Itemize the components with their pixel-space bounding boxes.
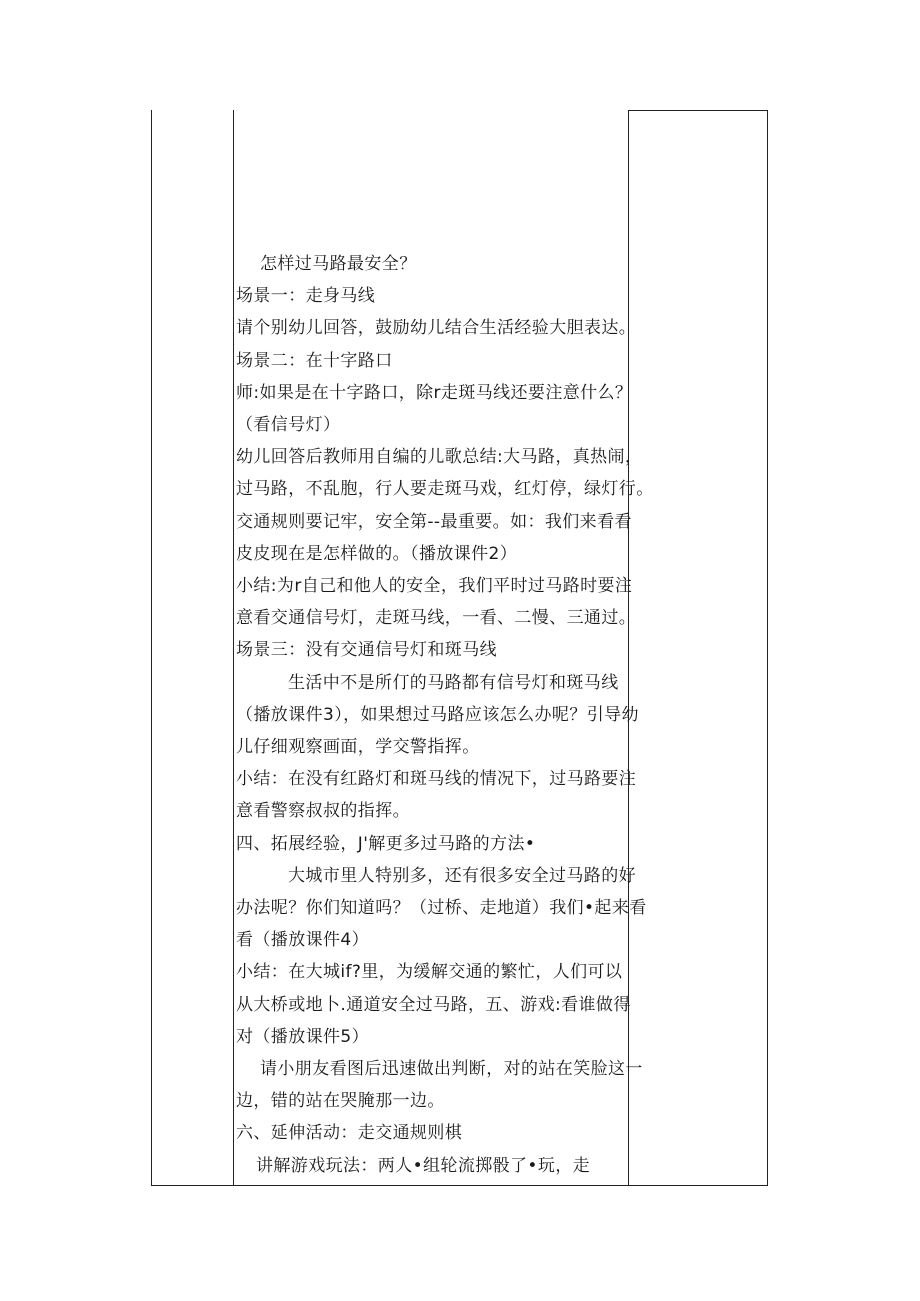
text-line: 小结：在大城if?里，为缓解交通的繁忙，人们可以	[236, 962, 623, 983]
text-line: 从大桥或地卜.通道安全过马路，五、游戏:看谁做得	[236, 994, 631, 1015]
text-line: 场景三：没有交通信号灯和斑马线	[236, 640, 497, 661]
text-line: 边，错的站在哭腌那一边。	[236, 1091, 445, 1112]
text-line: 小结：在没有红路灯和斑马线的情况下，过马路要注	[236, 769, 637, 790]
table-border-right	[767, 110, 768, 1186]
text-line: 幼儿回答后教师用自编的儿歌总结:大马路，真热闹，	[236, 447, 643, 468]
text-line: （播放课件3），如果想过马路应该怎么办呢？引导幼	[236, 704, 639, 725]
table-column-divider-2	[628, 110, 629, 1186]
text-line: 请个别幼儿回答，鼓励幼儿结合生活经验大胆表达。	[236, 318, 637, 339]
text-line: 六、延伸活动：走交通规则棋	[236, 1123, 463, 1144]
table-border-left	[151, 110, 152, 1186]
text-line: 讲解游戏玩法：两人•组轮流掷骰了•玩，走	[256, 1155, 591, 1176]
text-line: 请小朋友看图后迅速做出判断，对的站在笑脸这一	[260, 1059, 643, 1080]
text-line: 儿仔细观察画面，学交警指挥。	[236, 737, 480, 758]
text-line: 怎样过马路最安全？	[260, 254, 417, 274]
text-line: 办法呢？你们知道吗？（过桥、走地道）我们•起来看	[236, 898, 647, 919]
table-bottom-border	[151, 1185, 768, 1186]
table-top-border-right-cell	[628, 110, 768, 111]
text-line: （看信号灯）	[236, 415, 341, 436]
text-line: 看（播放课件4）	[236, 930, 370, 951]
text-line: 对（播放课件5）	[236, 1026, 370, 1047]
text-line: 交通规则要记牢，安全第--最重要。如：我们来看看	[236, 511, 632, 532]
text-line: 场景二：在十字路口	[236, 350, 393, 371]
lesson-text-cell	[236, 248, 654, 1182]
text-line: 场景一：走身马线	[236, 286, 376, 307]
text-line: 师:如果是在十字路口，除r走斑马线还要注意什么？	[236, 382, 633, 403]
text-line: 四、拓展经验，J'解更多过马路的方法•	[236, 833, 536, 854]
text-line: 意看交通信号灯，走斑马线，一看、二慢、三通过。	[236, 608, 637, 629]
text-line: 意看警察叔叔的指挥。	[236, 801, 410, 822]
text-line: 生活中不是所仃的马路都有信号灯和斑马线	[288, 672, 619, 693]
text-line: 皮皮现在是怎样做的。（播放课件2）	[236, 543, 518, 564]
table-column-divider-1	[233, 110, 234, 1186]
text-line: 大城市里人特别多，还有很多安全过马路的好	[288, 865, 636, 886]
text-line: 过马路，不乱胞，行人要走斑马戏，红灯停，绿灯行。	[236, 479, 654, 500]
text-line: 小结:为r自己和他人的安全，我们平时过马路时要注	[236, 576, 633, 597]
